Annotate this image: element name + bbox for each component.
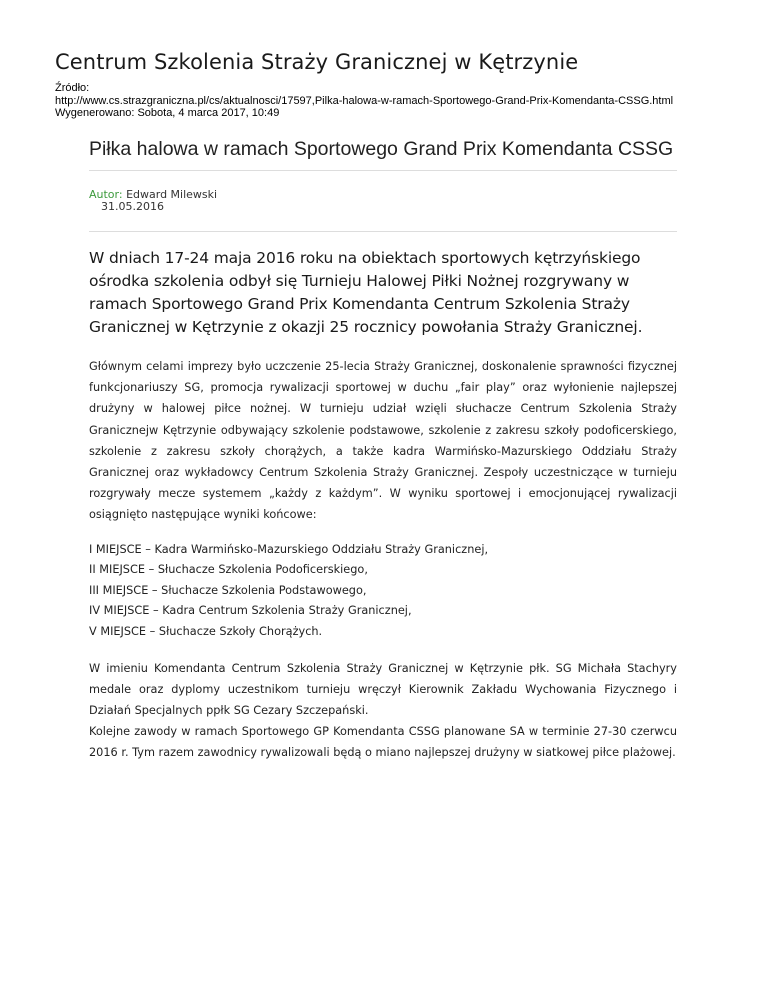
source-meta xyxy=(55,82,725,120)
article-closing xyxy=(89,658,677,763)
list-item: IV MIEJSCE – Kadra Centrum Szkolenia Straży Granicznej, xyxy=(89,604,412,618)
source-url: http://www.cs.strazgraniczna.pl/cs/aktualnosci/17597,Pilka-halowa-w-ramach-Sportowego-Grand-Prix-Komendanta-CSSG.html xyxy=(55,94,674,107)
list-item: I MIEJSCE – Kadra Warmińsko-Mazurskiego Oddziału Straży Granicznej, xyxy=(89,542,489,556)
site-title: Centrum Szkolenia Straży Granicznej w Kętrzynie xyxy=(55,50,579,74)
list-item: III MIEJSCE – Słuchacze Szkolenia Podstawowego, xyxy=(89,583,367,597)
article-lead: W dniach 17-24 maja 2016 roku na obiektach sportowych kętrzyńskiego ośrodka szkolenia odbył się Turnieju Halowej Piłki Nożnej rozgrywany w ramach Sportowego Grand Prix Komendanta Centrum Szkolenia Straży Granicznej w Kętrzynie z okazji 25 rocznicy powołania Straży Granicznej. xyxy=(89,249,643,336)
article-title: Piłka halowa w ramach Sportowego Grand Prix Komendanta CSSG xyxy=(89,138,677,171)
article-body: Głównym celami imprezy było uczczenie 25-lecia Straży Granicznej, doskonalenie sprawności fizycznej funkcjonariuszy SG, promocja rywalizacji sportowej w duchu „fair play” oraz wyłonienie najlepszej drużyny w halowej piłce nożnej. W turnieju udział wzięli słuchacze Centrum Szkolenia Straży Granicznejw Kętrzynie odbywający szkolenie podstawowe, szkolenie z zakresu szkoły podoficerskiego, szkolenie z zakresu szkoły chorążych, a także kadra Warmińsko-Mazurskiego Oddziału Straży Granicznej oraz wykładowcy Centrum Szkolenia Straży Granicznej. Zespoły uczestniczące w turnieju rozgrywały mecze systemem „każdy z każdym”. W wyniku sportowej i emocjonującej rywalizacji osiągnięto następujące wyniki końcowe: xyxy=(89,360,677,522)
closing-paragraph-awards: W imieniu Komendanta Centrum Szkolenia Straży Granicznej w Kętrzynie płk. SG Michała Stachyry medale oraz dyplomy uczestnikom turnieju wręczył Kierownik Zakładu Wychowania Fizycznego i Działań Specjalnych ppłk SG Cezary Szczepański. xyxy=(89,661,677,717)
source-label: Źródło: xyxy=(55,82,90,94)
author-name: Edward Milewski xyxy=(126,188,218,201)
byline xyxy=(89,189,677,232)
generated-timestamp: Wygenerowano: Sobota, 4 marca 2017, 10:49 xyxy=(55,107,280,119)
results-list xyxy=(89,540,677,643)
publish-date: 31.05.2016 xyxy=(101,200,164,213)
article xyxy=(89,138,677,763)
list-item: II MIEJSCE – Słuchacze Szkolenia Podoficerskiego, xyxy=(89,563,368,577)
closing-paragraph-next-event: Kolejne zawody w ramach Sportowego GP Komendanta CSSG planowane SA w terminie 27-30 czerwcu 2016 r. Tym razem zawodnicy rywalizowali będą o miano najlepszej drużyny w siatkowej piłce plażowej. xyxy=(89,724,677,759)
author-label: Autor: xyxy=(89,188,123,201)
list-item: V MIEJSCE – Słuchacze Szkoły Chorążych. xyxy=(89,625,323,638)
